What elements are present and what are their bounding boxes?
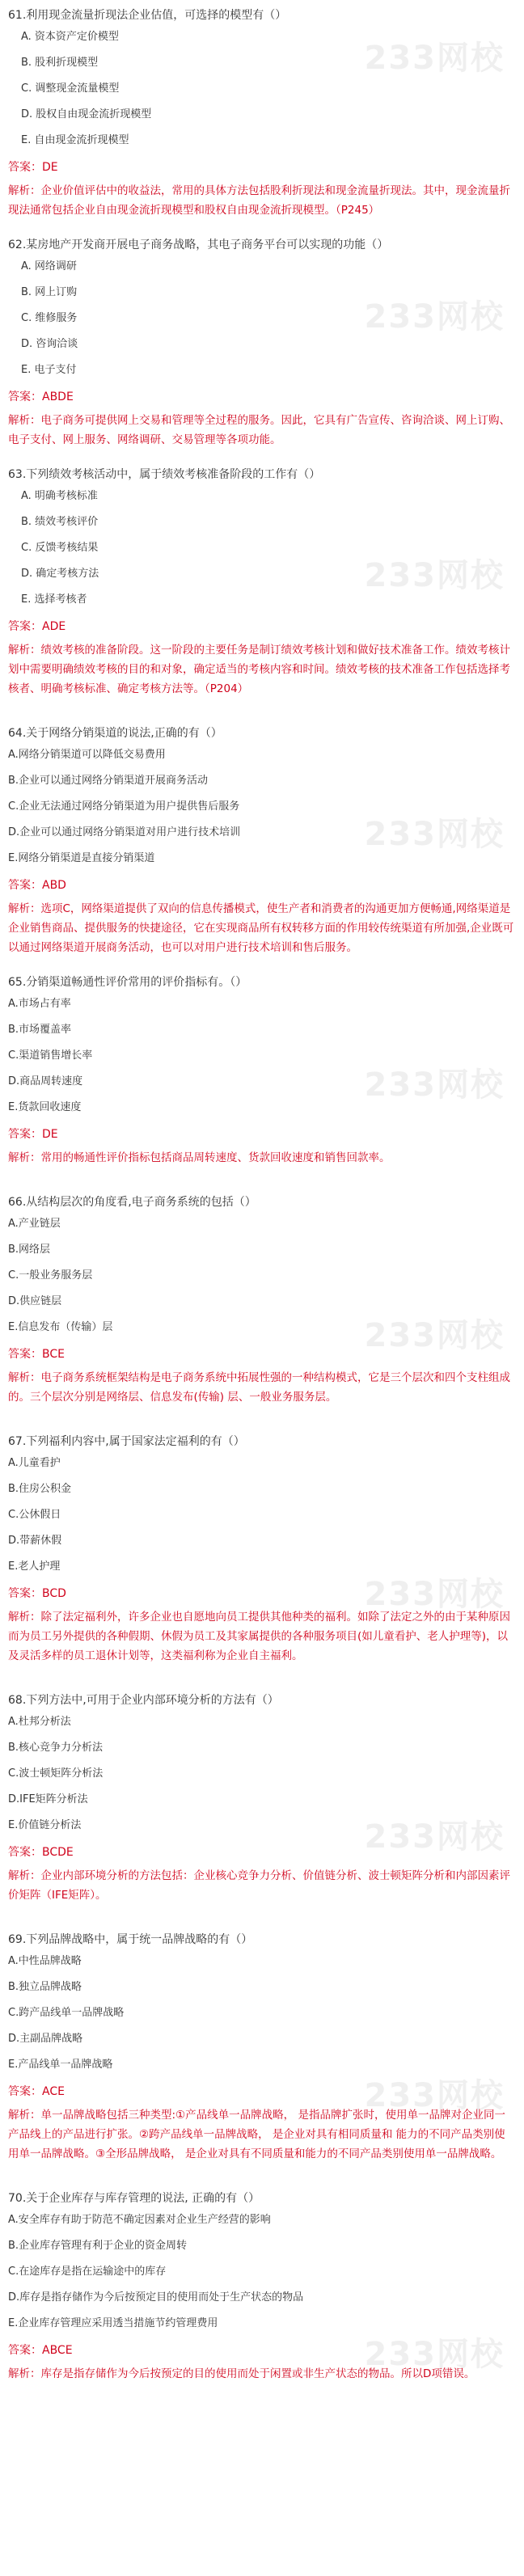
option-d: D.商品周转速度 — [8, 1075, 83, 1087]
watermark: 233网校 — [364, 2336, 505, 2373]
option-e: E.货款回收速度 — [8, 1101, 82, 1113]
option-c: C.跨产品线单一品牌战略 — [8, 2007, 125, 2019]
analysis: 解析：单一品牌战略包括三种类型:①产品线单一品牌战略， 是指品牌扩张时，使用单一品牌对企业同一产品线上的产品进行扩张。②跨产品线单一品牌战略， 是企业对具有相同质量和 能力的不同产品类别使用单一品牌战略。③全形品牌战略， 是企业对具有不同质量和能力的不同产品类别使用单一品牌战略。 — [8, 2109, 505, 2160]
question-stem: 63.下列绩效考核活动中，属于绩效考核准备阶段的工作有（） — [8, 468, 321, 481]
question-stem: 62.某房地产开发商开展电子商务战略，其电子商务平台可以实现的功能（） — [8, 239, 389, 251]
option-b: B.核心竞争力分析法 — [8, 1742, 104, 1754]
option-c: C.波士顿矩阵分析法 — [8, 1767, 104, 1780]
option-a: A. 资本资产定价模型 — [21, 31, 119, 43]
option-a: A.中性品牌战略 — [8, 1955, 82, 1967]
spacer — [8, 1921, 516, 1931]
option-d: D.供应链层 — [8, 1295, 62, 1307]
option-d: D.带薪休假 — [8, 1535, 62, 1547]
option-c: C.企业无法通过网络分销渠道为用户提供售后服务 — [8, 800, 240, 813]
option-e: E.产品线单一品牌战略 — [8, 2059, 113, 2071]
watermark: 233网校 — [364, 1317, 505, 1354]
option-c: C.一般业务服务层 — [8, 1269, 93, 1282]
option-e: E.价值链分析法 — [8, 1819, 82, 1831]
question-68 — [8, 1691, 516, 1905]
option-a: A.产业链层 — [8, 1218, 61, 1230]
option-e: E.企业库存管理应采用透当措施节约管理费用 — [8, 2317, 218, 2329]
option-c: C.在途库存是指在运输途中的库存 — [8, 2266, 167, 2278]
analysis: 解析：选项C，网络渠道提供了双向的信息传播模式，使生产者和消费者的沟通更加方便畅通,网络渠道是企业销售商品、提供服务的快捷途径，它在实现商品所有权转移方面的作用较传统渠道有所加强,企业既可以通过网络渠道开展商务活动，也可以对用户进行技术培训和售后服务。 — [8, 902, 514, 954]
answer: 答案：ADE — [8, 620, 66, 633]
option-d: D.主副品牌战略 — [8, 2033, 83, 2045]
analysis: 解析：电子商务系统框架结构是电子商务系统中拓展性强的一种结构模式，它是三个层次和四个支柱组成的。三个层次分别是网络层、信息发布(传输) 层、一般业务服务层。 — [8, 1371, 510, 1404]
option-e: E. 电子支付 — [21, 364, 77, 376]
option-e: E.网络分销渠道是直接分销渠道 — [8, 852, 155, 864]
option-e: E.信息发布（传输）层 — [8, 1321, 113, 1333]
analysis: 解析：企业内部环境分析的方法包括：企业核心竞争力分析、价值链分析、波士顿矩阵分析和内部因素评价矩阵（IFE矩阵）。 — [8, 1869, 510, 1902]
option-c: C. 维修服务 — [21, 312, 78, 324]
option-b: B. 股利折现模型 — [21, 57, 99, 69]
option-d: D.IFE矩阵分析法 — [8, 1793, 88, 1805]
option-d: D.库存是指存储作为今后按预定目的使用而处于生产状态的物品 — [8, 2291, 304, 2304]
question-stem: 61.利用现金流量折现法企业估值，可选择的模型有（） — [8, 9, 287, 22]
answer: 答案：ABDE — [8, 391, 74, 403]
watermark: 233网校 — [364, 298, 505, 336]
option-b: B.企业可以通过网络分销渠道开展商务活动 — [8, 775, 209, 787]
question-stem: 68.下列方法中,可用于企业内部环境分析的方法有（） — [8, 1694, 279, 1707]
analysis: 解析：库存是指存储作为今后按预定的目的使用而处于闲置或非生产状态的物品。所以D项错误。 — [8, 2367, 475, 2380]
option-b: B.住房公积金 — [8, 1483, 72, 1495]
option-c: C. 反馈考核结果 — [21, 542, 99, 554]
answer: 答案：BCDE — [8, 1846, 74, 1859]
option-e: E. 选择考核者 — [21, 593, 87, 606]
answer: 答案：ABD — [8, 879, 66, 892]
question-stem: 64.关于网络分销渠道的说法,正确的有（） — [8, 727, 222, 740]
watermark: 233网校 — [364, 557, 505, 594]
question-stem: 67.下列福利内容中,属于国家法定福利的有（） — [8, 1435, 245, 1448]
question-61 — [8, 6, 516, 220]
answer: 答案：DE — [8, 161, 58, 174]
analysis: 解析：绩效考核的准备阶段。这一阶段的主要任务是制订绩效考核计划和做好技术准备工作。绩效考核计划中需要明确绩效考核的目的和对象，确定适当的考核内容和时间。绩效考核的技术准备工作包括选择考核者、明确考核标准、确定考核方法等。（P204） — [8, 644, 510, 695]
option-e: E. 自由现金流折现模型 — [21, 134, 129, 146]
watermark: 233网校 — [364, 1066, 505, 1104]
option-b: B.企业库存管理有利于企业的资金周转 — [8, 2240, 188, 2252]
option-d: D. 咨询洽谈 — [21, 338, 78, 350]
option-b: B. 绩效考核评价 — [21, 516, 99, 528]
option-b: B.市场覆盖率 — [8, 1024, 72, 1036]
question-62 — [8, 236, 516, 450]
option-d: D. 股权自由现金流折现模型 — [21, 108, 152, 120]
answer: 答案：BCE — [8, 1348, 65, 1361]
spacer — [8, 1682, 516, 1691]
question-66 — [8, 1193, 516, 1407]
spacer — [8, 715, 516, 724]
option-d: D.企业可以通过网络分销渠道对用户进行技术培训 — [8, 826, 241, 838]
analysis: 解析：常用的畅通性评价指标包括商品周转速度、货款回收速度和销售回款率。 — [8, 1151, 391, 1164]
watermark: 233网校 — [364, 2077, 505, 2114]
option-a: A.儿童看护 — [8, 1457, 61, 1469]
option-e: E.老人护理 — [8, 1560, 61, 1573]
option-d: D. 确定考核方法 — [21, 568, 99, 580]
watermark: 233网校 — [364, 1818, 505, 1856]
question-64 — [8, 724, 516, 957]
option-b: B.网络层 — [8, 1244, 51, 1256]
answer: 答案：ABCE — [8, 2344, 73, 2357]
question-stem: 66.从结构层次的角度看,电子商务系统的包括（） — [8, 1196, 256, 1209]
question-70 — [8, 2190, 516, 2384]
watermark: 233网校 — [364, 816, 505, 853]
option-a: A.网络分销渠道可以降低交易费用 — [8, 749, 166, 761]
watermark: 233网校 — [364, 1576, 505, 1613]
spacer — [8, 1184, 516, 1193]
answer: 答案：BCD — [8, 1587, 66, 1600]
option-b: B.独立品牌战略 — [8, 1981, 82, 1993]
spacer — [8, 2180, 516, 2190]
question-69 — [8, 1931, 516, 2164]
question-65 — [8, 973, 516, 1168]
question-stem: 69.下列品牌战略中，属于统一品牌战略的有（） — [8, 1933, 253, 1946]
question-67 — [8, 1433, 516, 1666]
watermark: 233网校 — [364, 40, 505, 77]
question-63 — [8, 466, 516, 699]
option-a: A.安全库存有助于防范不确定因素对企业生产经营的影响 — [8, 2214, 271, 2226]
option-a: A.杜邦分析法 — [8, 1716, 71, 1728]
answer: 答案：DE — [8, 1128, 58, 1141]
option-a: A. 明确考核标准 — [21, 490, 98, 502]
option-c: C. 调整现金流量模型 — [21, 82, 120, 95]
spacer — [8, 1423, 516, 1433]
question-stem: 70.关于企业库存与库存管理的说法, 正确的有（） — [8, 2192, 260, 2205]
option-b: B. 网上订购 — [21, 286, 78, 298]
analysis: 解析：企业价值评估中的收益法，常用的具体方法包括股利折现法和现金流量折现法。其中，现金流量折现法通常包括企业自由现金流折现模型和股权自由现金流折现模型。（P245） — [8, 184, 510, 217]
option-c: C.公休假日 — [8, 1509, 61, 1521]
option-a: A.市场占有率 — [8, 998, 71, 1010]
option-c: C.渠道销售增长率 — [8, 1049, 93, 1062]
answer: 答案：ACE — [8, 2085, 65, 2098]
analysis: 解析：电子商务可提供网上交易和管理等全过程的服务。因此，它具有广告宣传、咨询洽谈、网上订购、电子支付、网上服务、网络调研、交易管理等各项功能。 — [8, 414, 510, 446]
option-a: A. 网络调研 — [21, 260, 77, 272]
analysis: 解析：除了法定福利外，许多企业也自愿地向员工提供其他种类的福利。如除了法定之外的由于某种原因而为员工另外提供的各种假期、休假为员工及其家属提供的各种服务项目(如儿童看护、老人护理等)，以及灵活多样的员工退休计划等，这类福利称为企业自主福利。 — [8, 1611, 510, 1662]
question-stem: 65.分销渠道畅通性评价常用的评价指标有。（） — [8, 976, 247, 989]
